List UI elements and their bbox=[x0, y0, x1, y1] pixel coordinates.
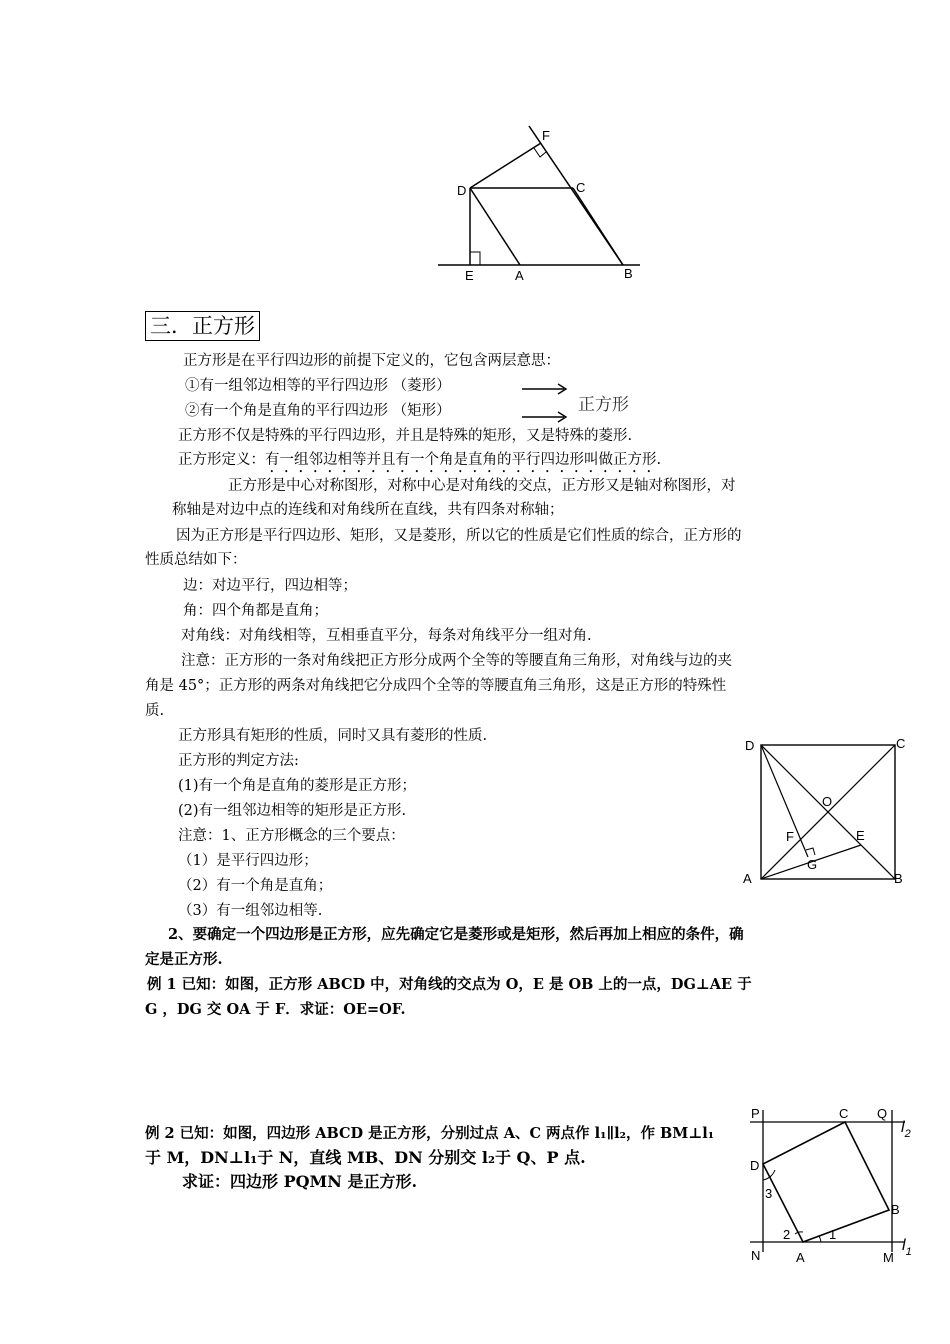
label-2: 2 bbox=[783, 1227, 791, 1242]
label-B: B bbox=[894, 871, 903, 886]
example-1-line-2: G ，DG 交 OA 于 F．求证：OE=OF. bbox=[145, 1001, 406, 1018]
determine-line-1: 2、要确定一个四边形是正方形，应先确定它是菱形或是矩形，然后再加上相应的条件，确 bbox=[168, 926, 744, 943]
example-2-line-1: 例 2 已知：如图，四边形 ABCD 是正方形，分别过点 A、C 两点作 l₁∥l₂，作 BM⊥l₁ bbox=[145, 1125, 715, 1142]
label-Q: Q bbox=[877, 1106, 888, 1121]
point-3: （3）有一组邻边相等. bbox=[178, 903, 323, 919]
has-properties: 正方形具有矩形的性质，同时又具有菱形的性质. bbox=[178, 728, 488, 744]
label-P: P bbox=[751, 1106, 760, 1121]
example-1-line-1: 例 1 已知：如图，正方形 ABCD 中，对角线的交点为 O，E 是 OB 上的一点，DG⊥AE 于 bbox=[147, 976, 752, 993]
judge-2: (2)有一组邻边相等的矩形是正方形. bbox=[178, 803, 407, 819]
label-B: B bbox=[891, 1202, 900, 1217]
label-N: N bbox=[751, 1248, 761, 1263]
label-M: M bbox=[883, 1250, 894, 1265]
label-C: C bbox=[839, 1106, 849, 1121]
label-D: D bbox=[457, 183, 467, 198]
label-O: O bbox=[822, 794, 833, 809]
label-D: D bbox=[750, 1158, 760, 1173]
special-paragraph: 正方形不仅是特殊的平行四边形，并且是特殊的矩形，又是特殊的菱形. bbox=[178, 428, 633, 444]
label-A: A bbox=[796, 1250, 805, 1265]
label-B: B bbox=[624, 266, 633, 281]
arrow-target-label: 正方形 bbox=[578, 395, 629, 415]
definition-body: 有一组邻边相等并且有一个角是直角的平行四边形叫做正方形. bbox=[265, 452, 662, 468]
label-l1: $l_1$ bbox=[902, 1237, 912, 1258]
arrow-icon bbox=[520, 381, 572, 425]
property-line-1: 因为正方形是平行四边形、矩形，又是菱形，所以它的性质是它们性质的综合，正方形的 bbox=[176, 528, 742, 544]
label-1: 1 bbox=[829, 1227, 837, 1242]
diagonal-property: 对角线：对角线相等，互相垂直平分，每条对角线平分一组对角. bbox=[181, 628, 592, 644]
determine-line-2: 定是正方形. bbox=[145, 951, 223, 968]
figure-square-abcd bbox=[740, 735, 920, 890]
note-line-1: 注意：正方形的一条对角线把正方形分成两个全等的等腰直角三角形，对角线与边的夹 bbox=[181, 653, 732, 669]
definition-prefix: 正方形定义： bbox=[178, 452, 265, 468]
property-line-2: 性质总结如下： bbox=[145, 552, 247, 568]
label-E: E bbox=[465, 268, 474, 283]
definition-item-2: ②有一个角是直角的平行四边形 （矩形） bbox=[185, 403, 451, 419]
judge-1: (1)有一个角是直角的菱形是正方形； bbox=[178, 778, 417, 794]
note-2: 注意：1、正方形概念的三个要点： bbox=[178, 828, 405, 844]
definition-item-1: ①有一组邻边相等的平行四边形 （菱形） bbox=[185, 378, 451, 394]
note-line-2: 角是 45°；正方形的两条对角线把它分成四个全等的等腰直角三角形，这是正方形的特殊性 bbox=[145, 678, 727, 694]
label-C: C bbox=[576, 180, 586, 195]
figure-square-pqmn bbox=[745, 1100, 925, 1270]
point-1: （1）是平行四边形； bbox=[178, 853, 318, 869]
label-C: C bbox=[896, 736, 906, 751]
label-F: F bbox=[786, 829, 794, 844]
label-F: F bbox=[542, 128, 550, 143]
note-line-3: 质. bbox=[145, 703, 165, 719]
label-l2: $l_2$ bbox=[901, 1119, 911, 1140]
label-A: A bbox=[515, 268, 524, 283]
angle-property: 角：四个角都是直角； bbox=[183, 603, 328, 619]
label-A: A bbox=[743, 871, 752, 886]
example-2-line-2: 于 M，DN⊥l₁于 N，直线 MB、DN 分别交 l₂于 Q、P 点. bbox=[145, 1148, 586, 1167]
edge-property: 边：对边平行，四边相等； bbox=[183, 578, 357, 594]
label-3: 3 bbox=[765, 1186, 773, 1201]
section-title: 三．正方形 bbox=[145, 311, 260, 341]
label-D: D bbox=[745, 738, 755, 753]
judge-title: 正方形的判定方法: bbox=[178, 753, 299, 769]
label-G: G bbox=[807, 857, 818, 872]
point-2: （2）有一个角是直角； bbox=[178, 878, 333, 894]
label-E: E bbox=[856, 828, 865, 843]
definition-line bbox=[178, 450, 661, 476]
figure-parallelogram bbox=[430, 120, 650, 290]
symmetry-line-2: 称轴是对边中点的连线和对角线所在直线，共有四条对称轴； bbox=[172, 502, 564, 518]
intro-paragraph: 正方形是在平行四边形的前提下定义的，它包含两层意思： bbox=[183, 353, 560, 369]
example-2-prove: 求证：四边形 PQMN 是正方形. bbox=[182, 1172, 418, 1191]
symmetry-line-1: 正方形是中心对称图形，对称中心是对角线的交点，正方形又是轴对称图形，对 bbox=[228, 478, 736, 494]
